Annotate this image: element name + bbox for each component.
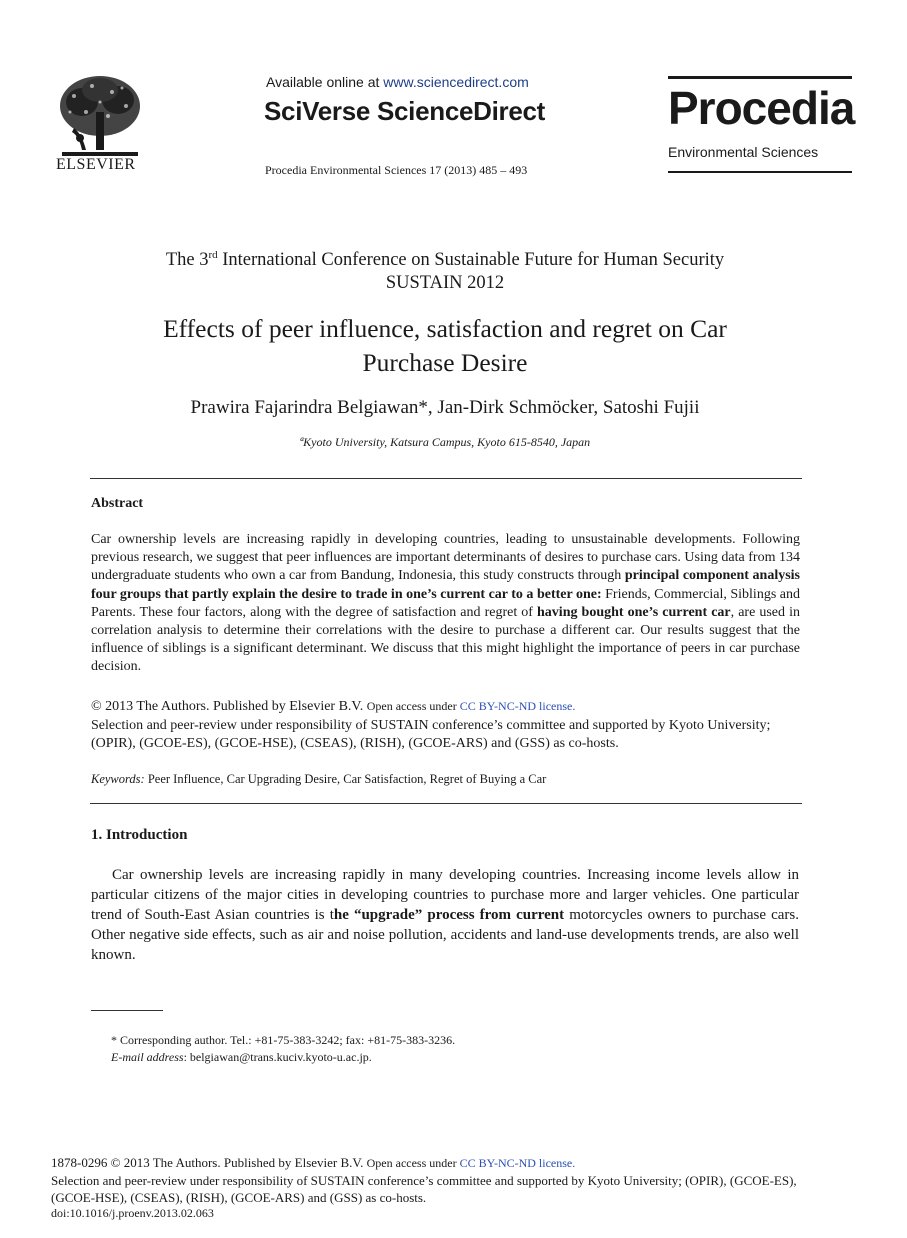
title-line1: Effects of peer influence, satisfaction and regret on Car [163, 314, 727, 343]
license-link[interactable]: CC BY-NC-ND license. [459, 699, 576, 713]
footnote-rule [91, 1010, 163, 1011]
available-prefix: Available online at [266, 74, 384, 90]
abstract-bold-part: principal component analysis four groups that partly explain the desire to trade in one’s current car to a better one: [91, 568, 800, 602]
introduction-text [91, 865, 799, 965]
conference-line2: SUSTAIN 2012 [385, 273, 505, 294]
procedia-top-rule [668, 76, 852, 79]
abstract-bold-part: having bought one’s current car [537, 604, 731, 620]
platform-name: SciVerse ScienceDirect [264, 96, 546, 126]
available-online [266, 74, 529, 90]
procedia-logo [668, 76, 855, 174]
affiliation: ªKyoto University, Katsura Campus, Kyoto 615-8540, Japan [299, 435, 591, 449]
publisher-name: ELSEVIER [56, 156, 136, 173]
copyright-notice [91, 697, 803, 754]
section-heading: 1. Introduction [91, 827, 188, 843]
abstract-bottom-rule [90, 803, 802, 804]
procedia-bottom-rule [668, 171, 852, 173]
keywords [91, 772, 546, 787]
intro-part: motorcycles owners to purchase cars. Other negative side effects, such as air and noise pollution, accidents and land-use developments trends, are also well known. [91, 907, 800, 963]
abstract-part: , are used in correlation analysis to determine their correlations with the desire to purchase a different car. Our results suggest that the influence of siblings is a significant determinant. We discuss that this might highlight the importance of peers in car purchase decision. [91, 604, 800, 675]
issn-line: 1878-0296 © 2013 The Authors. Published by Elsevier B.V. [51, 1155, 367, 1170]
intro-part: Car ownership levels are increasing rapidly in many developing countries. Increasing income levels allow in particular citizens of the major cities in developing countries to purchase more and larger vehicles. One particular trend of South-East Asian countries is t [91, 867, 799, 923]
journal-reference: Procedia Environmental Sciences 17 (2013) 485 – 493 [265, 163, 528, 177]
abstract-heading: Abstract [91, 496, 144, 511]
copyright-line: © 2013 The Authors. Published by Elsevier B.V. [91, 699, 367, 714]
keywords-list: Peer Influence, Car Upgrading Desire, Car Satisfaction, Regret of Buying a Car [144, 772, 547, 786]
peer-review-note: Selection and peer-review under responsibility of SUSTAIN conference’s committee and supported by Kyoto University; (OPIR), (GCOE-ES), (GCOE-HSE), (CSEAS), (RISH), (GCOE-ARS) and (GSS) as co-hosts. [91, 717, 771, 751]
license-link[interactable]: CC BY-NC-ND license. [459, 1156, 576, 1170]
conference-name [40, 244, 850, 295]
title-line2: Purchase Desire [362, 348, 528, 377]
intro-bold-part: he “upgrade” process from current [333, 907, 565, 923]
paper-title [40, 312, 850, 380]
conference-sup: rd [208, 249, 218, 261]
abstract-part: Friends, Commercial, Siblings and Parents. These four factors, along with the degree of satisfaction and regret of [91, 586, 800, 620]
corresponding-author: * Corresponding author. Tel.: +81-75-383-3242; fax: +81-75-383-3236. [111, 1033, 456, 1047]
doi: doi:10.1016/j.proenv.2013.02.063 [51, 1206, 214, 1220]
open-access-label: Open access under [366, 699, 460, 713]
procedia-subtitle: Environmental Sciences [668, 144, 819, 160]
email-label: E-mail address [111, 1050, 184, 1064]
email-footnote [111, 1050, 372, 1065]
abstract-text [91, 531, 800, 677]
open-access-label: Open access under [366, 1156, 460, 1170]
keywords-label: Keywords: [91, 772, 145, 786]
footer-notice [51, 1154, 831, 1206]
conference-post: International Conference on Sustainable Future for Human Security [217, 250, 725, 271]
footer-peer-review: Selection and peer-review under responsibility of SUSTAIN conference’s committee and supported by Kyoto University; (OPIR), (GCOE-ES), (GCOE-HSE), (CSEAS), (RISH), (GCOE-ARS) and (GSS) as co-hosts. [51, 1173, 797, 1205]
sciencedirect-link[interactable]: www.sciencedirect.com [383, 74, 529, 90]
abstract-top-rule [90, 478, 802, 479]
email-address: : belgiawan@trans.kuciv.kyoto-u.ac.jp. [183, 1050, 372, 1064]
abstract-part: Car ownership levels are increasing rapidly in developing countries, leading to unsustainable developments. Following previous research, we suggest that peer influences are important determinants of desires to purchase cars. Using data from 134 undergraduate students who own a car from Bandung, Indonesia, this study constructs through [91, 532, 800, 584]
conference-pre: The 3 [165, 250, 209, 271]
authors: Prawira Fajarindra Belgiawan*, Jan-Dirk Schmöcker, Satoshi Fujii [190, 397, 700, 418]
procedia-wordmark: Procedia [668, 82, 855, 134]
